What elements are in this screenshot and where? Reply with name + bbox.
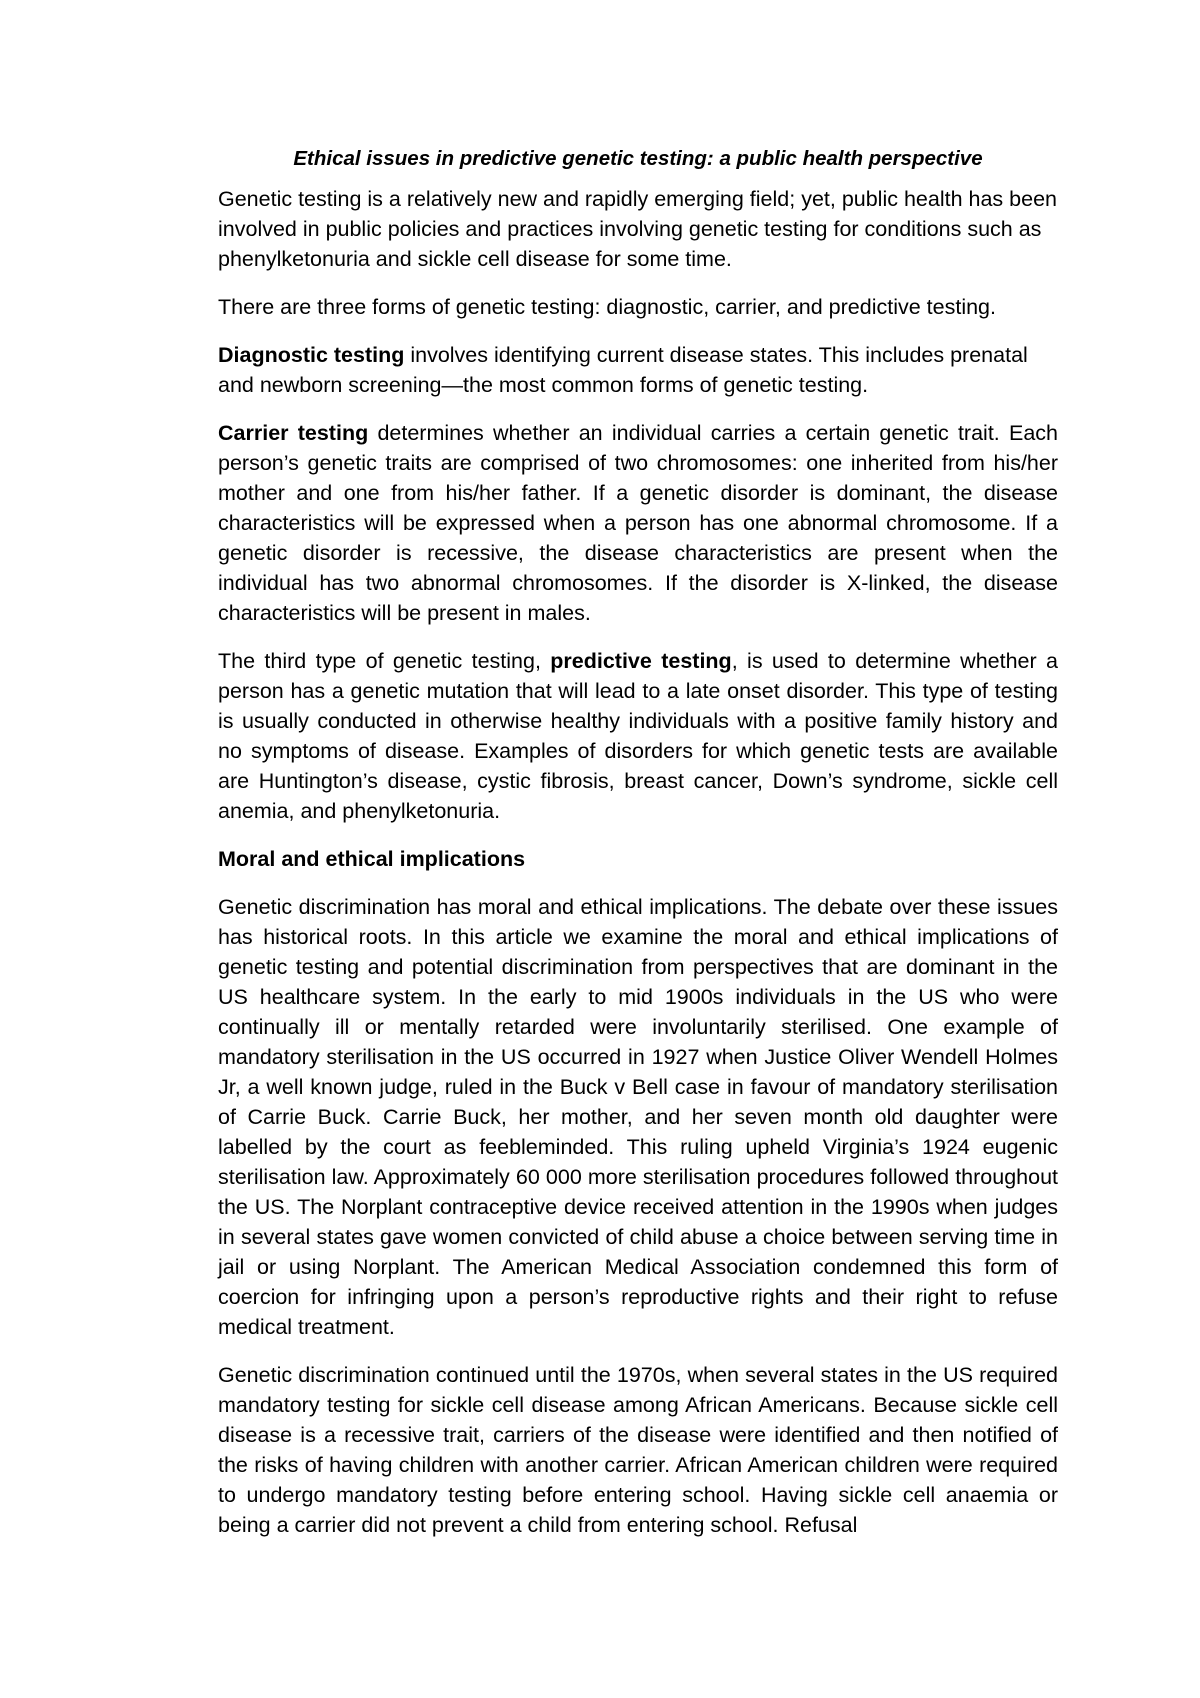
predictive-after: , is used to determine whether a person has a genetic mutation that will lead to a late onset disorder. This type of testing is usually conducted in otherwise healthy individuals with a positive family history and no symptoms of disease. Examples of disorders for which genetic tests are available are Huntington’s disease, cystic fibrosis, breast cancer, Down’s syndrome, sickle cell anemia, and phenylketonuria. xyxy=(218,649,1058,823)
diagnostic-paragraph xyxy=(218,340,1058,400)
intro-paragraph: Genetic testing is a relatively new and rapidly emerging field; yet, public health has been involved in public policies and practices involving genetic testing for conditions such as phenylketonuria and sickle cell disease for some time. xyxy=(218,187,1057,271)
carrier-paragraph xyxy=(218,418,1058,628)
carrier-text: determines whether an individual carries a certain genetic trait. Each person’s genetic traits are comprised of two chromosomes: one inherited from his/her mother and one from his/her father. If a genetic disorder is dominant, the disease characteristics will be expressed when a person has one abnormal chromosome. If a genetic disorder is recessive, the disease characteristics are present when the individual has two abnormal chromosomes. If the disorder is X-linked, the disease characteristics will be present in males. xyxy=(218,421,1058,625)
predictive-term: predictive testing xyxy=(550,649,732,673)
predictive-paragraph xyxy=(218,646,1058,826)
diagnostic-text: involves identifying current disease states. This includes prenatal and newborn screening—the most common forms of genetic testing. xyxy=(218,343,1028,397)
predictive-before: The third type of genetic testing, xyxy=(218,649,551,673)
section-heading: Moral and ethical implications xyxy=(218,847,526,871)
document-body xyxy=(218,144,1058,1558)
carrier-term: Carrier testing xyxy=(218,421,369,445)
document-title: Ethical issues in predictive genetic testing: a public health perspective xyxy=(293,147,983,170)
forms-paragraph: There are three forms of genetic testing: diagnostic, carrier, and predictive testing. xyxy=(218,295,996,319)
diagnostic-term: Diagnostic testing xyxy=(218,343,405,367)
moral-paragraph: Genetic discrimination has moral and ethical implications. The debate over these issues has historical roots. In this article we examine the moral and ethical implications of genetic testing and potential discrimination from perspectives that are dominant in the US healthcare system. In the early to mid 1900s individuals in the US who were continually ill or mentally retarded were involuntarily sterilised. One example of mandatory sterilisation in the US occurred in 1927 when Justice Oliver Wendell Holmes Jr, a well known judge, ruled in the Buck v Bell case in favour of mandatory sterilisation of Carrie Buck. Carrie Buck, her mother, and her seven month old daughter were labelled by the court as feebleminded. This ruling upheld Virginia’s 1924 eugenic sterilisation law. Approximately 60 000 more sterilisation procedures followed throughout the US. The Norplant contraceptive device received attention in the 1990s when judges in several states gave women convicted of child abuse a choice between serving time in jail or using Norplant. The American Medical Association condemned this form of coercion for infringing upon a person’s reproductive rights and their right to refuse medical treatment. xyxy=(218,895,1058,1339)
discrimination-paragraph: Genetic discrimination continued until the 1970s, when several states in the US required mandatory testing for sickle cell disease among African Americans. Because sickle cell disease is a recessive trait, carriers of the disease were identified and then notified of the risks of having children with another carrier. African American children were required to undergo mandatory testing before entering school. Having sickle cell anaemia or being a carrier did not prevent a child from entering school. Refusal xyxy=(218,1363,1058,1537)
